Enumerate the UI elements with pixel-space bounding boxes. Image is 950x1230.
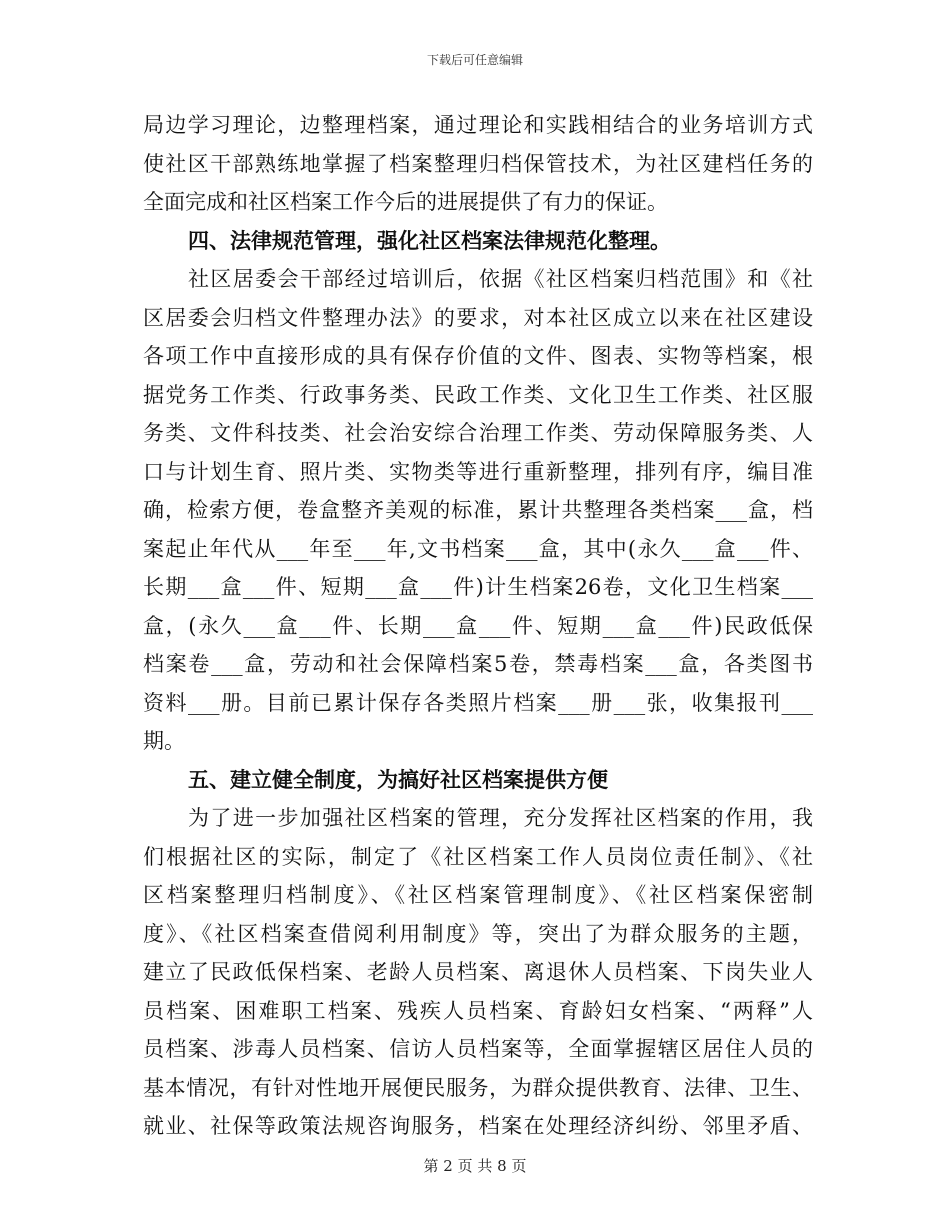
paragraph-line: 长期___盒___件、短期___盒___件)计生档案26卷，文化卫生档案___ xyxy=(143,575,813,599)
paragraph-line: 资料___册。目前已累计保存各类照片档案___册___张，收集报刊___ xyxy=(143,690,813,715)
paragraph-line: 据党务工作类、行政事务类、民政工作类、文化卫生工作类、社区服 xyxy=(143,382,813,407)
page-header: 下载后可任意编辑 xyxy=(426,53,523,67)
paragraph-line: 盒，(永久___盒___件、长期___盒___件、短期___盒___件)民政低保 xyxy=(143,613,813,638)
section-heading: 四、法律规范管理，强化社区档案法律规范化整理。 xyxy=(188,227,671,253)
paragraph-line: 档案卷___盒，劳动和社会保障档案5卷，禁毒档案___盒，各类图书 xyxy=(143,652,813,676)
paragraph-line: 使社区干部熟练地掌握了档案整理归档保管技术，为社区建档任务的 xyxy=(143,151,813,176)
paragraph-line: 区档案整理归档制度》、《社区档案管理制度》、《社区档案保密制 xyxy=(143,883,813,907)
paragraph-line: 口与计划生育、照片类、实物类等进行重新整理，排列有序，编目准 xyxy=(143,459,813,484)
paragraph-line: 基本情况，有针对性地开展便民服务，为群众提供教育、法律、卫生、 xyxy=(143,1075,813,1100)
paragraph-line: 局边学习理论，边整理档案，通过理论和实践相结合的业务培训方式 xyxy=(143,113,813,137)
paragraph-line: 区居委会归档文件整理办法》的要求，对本社区成立以来在社区建设 xyxy=(143,305,813,330)
paragraph-line: 度》、《社区档案查借阅利用制度》等，突出了为群众服务的主题， xyxy=(143,921,813,946)
paragraph-line: 各项工作中直接形成的具有保存价值的文件、图表、实物等档案，根 xyxy=(143,344,813,368)
paragraph-line: 务类、文件科技类、社会治安综合治理工作类、劳动保障服务类、人 xyxy=(143,421,813,445)
page-footer: 第 2 页 共 8 页 xyxy=(423,1157,527,1175)
paragraph-line: 们根据社区的实际，制定了《社区档案工作人员岗位责任制》、《社 xyxy=(143,844,813,869)
paragraph-line: 案起止年代从___年至___年,文书档案___盒，其中(永久___盒___件、 xyxy=(143,536,813,561)
document-body xyxy=(143,106,813,1146)
paragraph-line: 就业、社保等政策法规咨询服务，档案在处理经济纠纷、邻里矛盾、 xyxy=(143,1114,813,1138)
paragraph-line: 员档案、困难职工档案、残疾人员档案、育龄妇女档案、“两释”人 xyxy=(143,998,813,1023)
paragraph-line: 确，检索方便，卷盒整齐美观的标准，累计共整理各类档案___盒，档 xyxy=(143,498,813,522)
section-heading: 五、建立健全制度，为搞好社区档案提供方便 xyxy=(188,766,608,792)
paragraph-line: 全面完成和社区档案工作今后的进展提供了有力的保证。 xyxy=(143,190,668,214)
paragraph-line: 期。 xyxy=(143,729,185,753)
paragraph-line: 为了进一步加强社区档案的管理，充分发挥社区档案的作用，我 xyxy=(188,806,813,830)
paragraph-line: 建立了民政低保档案、老龄人员档案、离退休人员档案、下岗失业人 xyxy=(143,960,813,984)
paragraph-line: 员档案、涉毒人员档案、信访人员档案等，全面掌握辖区居住人员的 xyxy=(143,1037,813,1061)
paragraph-line: 社区居委会干部经过培训后，依据《社区档案归档范围》和《社 xyxy=(188,267,813,291)
